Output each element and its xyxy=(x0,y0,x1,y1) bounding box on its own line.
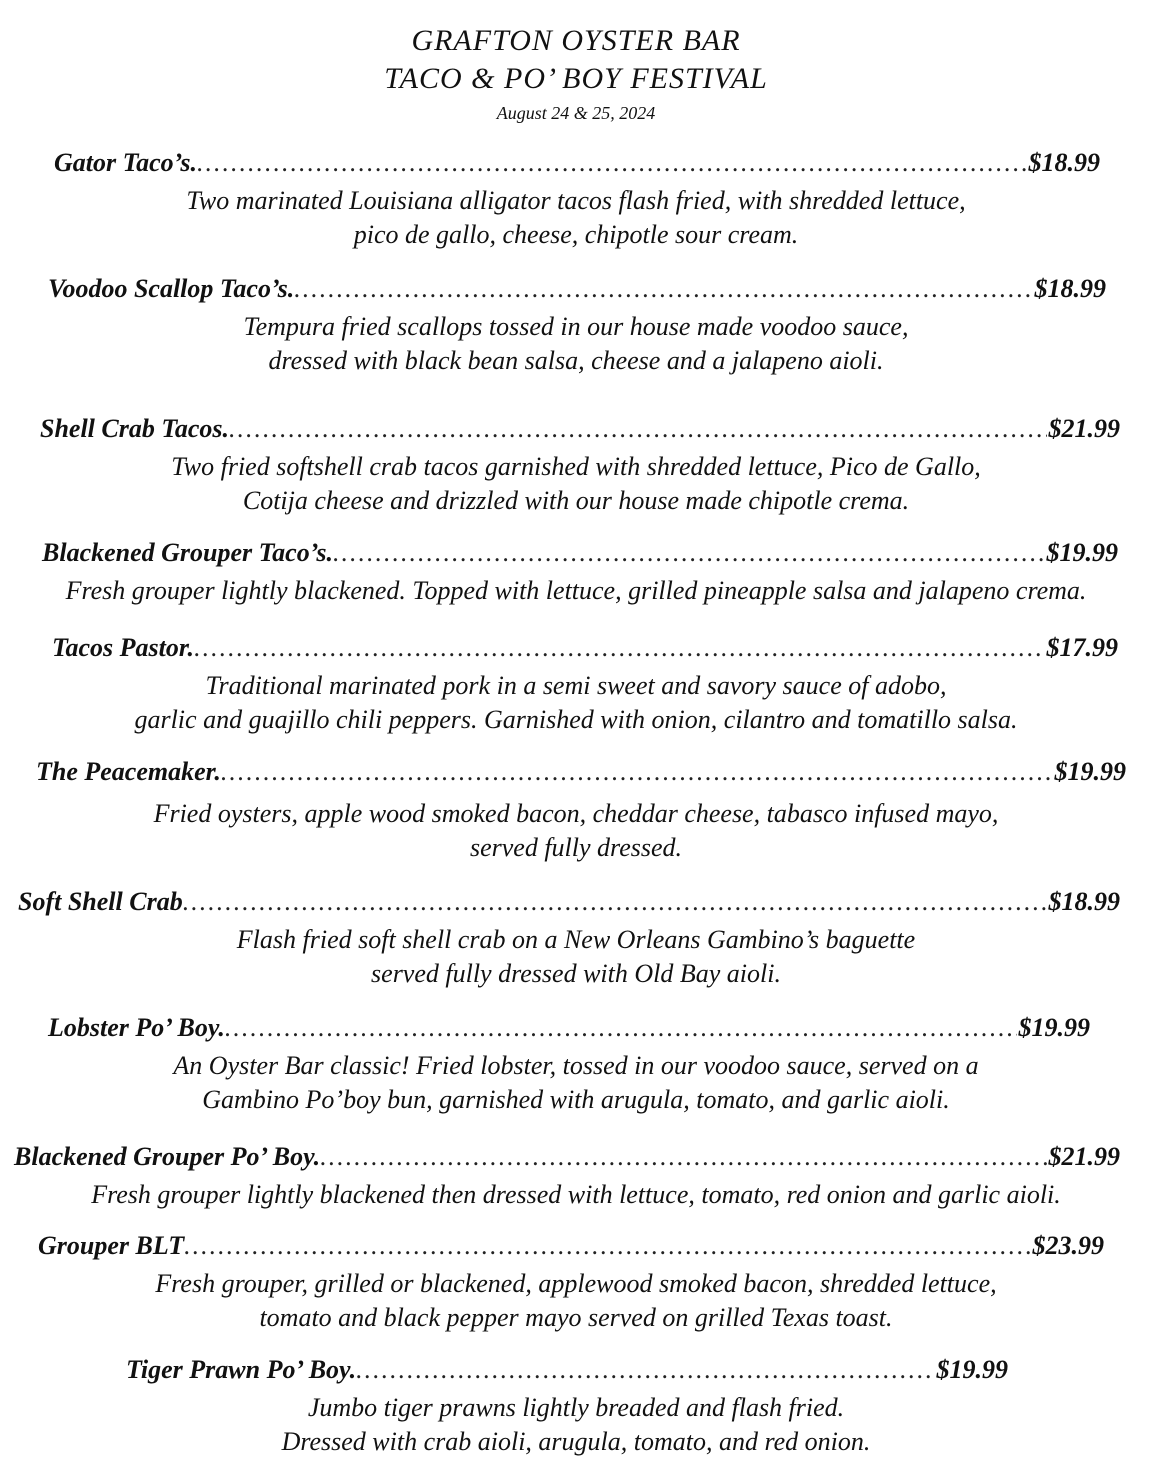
description-line: served fully dressed with Old Bay aioli. xyxy=(371,959,781,988)
restaurant-name: GRAFTON OYSTER BAR xyxy=(411,24,741,57)
item-description xyxy=(0,450,1152,518)
description-line: Traditional marinated pork in a semi sweet and savory sauce of adobo, xyxy=(205,671,947,700)
item-description xyxy=(0,923,1152,991)
description-line: Dressed with crab aioli, arugula, tomato, and red onion. xyxy=(281,1427,871,1456)
item-name: Lobster Po’ Boy. xyxy=(48,1013,225,1042)
dot-leader xyxy=(225,1013,1017,1043)
item-description xyxy=(0,797,1152,865)
item-price: $18.99 xyxy=(1034,274,1106,303)
description-line: Fried oysters, apple wood smoked bacon, cheddar cheese, tabasco infused mayo, xyxy=(153,799,999,828)
description-line: Flash fried soft shell crab on a New Orleans Gambino’s baguette xyxy=(236,925,916,954)
item-description xyxy=(0,1049,1152,1117)
item-name: Shell Crab Tacos. xyxy=(40,414,230,443)
item-price: $23.99 xyxy=(1032,1231,1104,1260)
dot-leader xyxy=(184,1231,1030,1261)
dot-leader xyxy=(194,633,1044,663)
description-line: Gambino Po’boy bun, garnished with arugula, tomato, and garlic aioli. xyxy=(202,1085,950,1114)
item-name: Tacos Pastor. xyxy=(52,633,195,662)
description-line: pico de gallo, cheese, chipotle sour cream. xyxy=(353,220,799,249)
item-name: Grouper BLT xyxy=(38,1231,185,1260)
description-line: dressed with black bean salsa, cheese and a jalapeno aioli. xyxy=(268,346,884,375)
item-price: $18.99 xyxy=(1028,148,1100,177)
description-line: garlic and guajillo chili peppers. Garnished with onion, cilantro and tomatillo salsa. xyxy=(134,705,1018,734)
item-price: $21.99 xyxy=(1048,414,1120,443)
item-name: The Peacemaker. xyxy=(36,757,221,786)
item-name: Voodoo Scallop Taco’s. xyxy=(48,274,295,303)
item-description xyxy=(0,184,1152,252)
item-description xyxy=(0,1267,1152,1335)
dot-leader xyxy=(356,1355,934,1385)
dot-leader xyxy=(183,887,1047,917)
event-date: August 24 & 25, 2024 xyxy=(496,103,656,123)
item-price: $21.99 xyxy=(1048,1142,1120,1171)
item-price: $19.99 xyxy=(936,1355,1008,1384)
description-line: Two marinated Louisiana alligator tacos flash fried, with shredded lettuce, xyxy=(186,186,966,215)
item-description xyxy=(0,669,1152,737)
dot-leader xyxy=(197,148,1027,178)
dot-leader xyxy=(229,414,1046,444)
dot-leader xyxy=(320,1142,1046,1172)
item-name: Blackened Grouper Taco’s. xyxy=(42,538,334,567)
item-name: Gator Taco’s. xyxy=(54,148,197,177)
description-line: Two fried softshell crab tacos garnished with shredded lettuce, Pico de Gallo, xyxy=(171,452,981,481)
item-name: Soft Shell Crab xyxy=(18,887,183,916)
description-line: Jumbo tiger prawns lightly breaded and flash fried. xyxy=(307,1393,845,1422)
description-line: served fully dressed. xyxy=(469,833,683,862)
dot-leader xyxy=(294,274,1032,304)
description-line: Cotija cheese and drizzled with our house made chipotle crema. xyxy=(242,486,910,515)
event-title: TACO & PO’ BOY FESTIVAL xyxy=(384,62,768,95)
item-description xyxy=(0,1391,1152,1459)
dot-leader xyxy=(333,538,1044,568)
item-description xyxy=(0,310,1152,378)
description-line: tomato and black pepper mayo served on grilled Texas toast. xyxy=(259,1303,893,1332)
item-description xyxy=(0,574,1152,608)
item-price: $19.99 xyxy=(1018,1013,1090,1042)
description-line: Tempura fried scallops tossed in our house made voodoo sauce, xyxy=(243,312,909,341)
description-line: Fresh grouper lightly blackened then dressed with lettuce, tomato, red onion and garlic aioli. xyxy=(91,1180,1061,1209)
description-line: Fresh grouper lightly blackened. Topped with lettuce, grilled pineapple salsa and jalapeno crema. xyxy=(65,576,1087,605)
item-price: $19.99 xyxy=(1046,538,1118,567)
item-price: $17.99 xyxy=(1046,633,1118,662)
dot-leader xyxy=(221,757,1053,787)
description-line: Fresh grouper, grilled or blackened, applewood smoked bacon, shredded lettuce, xyxy=(155,1269,997,1298)
item-name: Tiger Prawn Po’ Boy. xyxy=(126,1355,357,1384)
item-price: $19.99 xyxy=(1054,757,1126,786)
item-name: Blackened Grouper Po’ Boy. xyxy=(14,1142,321,1171)
item-description xyxy=(0,1178,1152,1212)
item-price: $18.99 xyxy=(1048,887,1120,916)
description-line: An Oyster Bar classic! Fried lobster, tossed in our voodoo sauce, served on a xyxy=(173,1051,979,1080)
